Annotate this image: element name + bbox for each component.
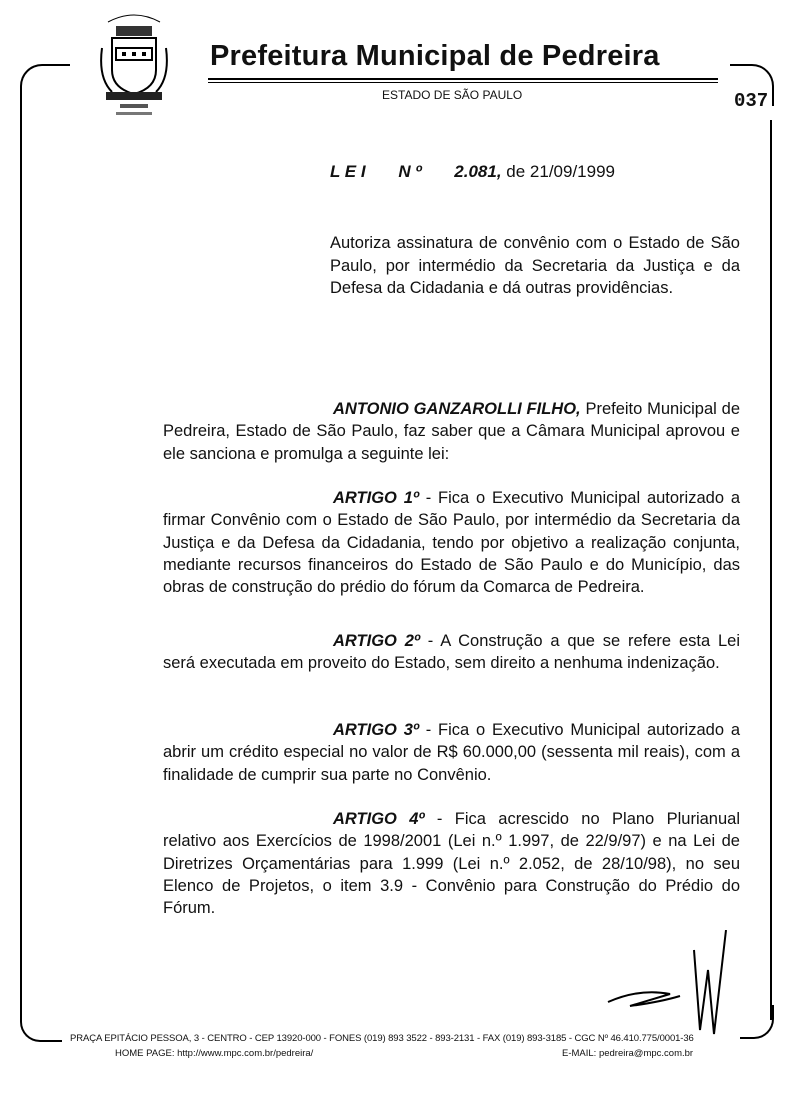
page-border (20, 64, 70, 106)
law-date: de 21/09/1999 (506, 162, 615, 181)
signature-icon (600, 930, 740, 1040)
page-number: 037 (734, 90, 769, 112)
page-border (770, 120, 772, 1020)
page-border (740, 1005, 774, 1039)
paragraph-lead: ARTIGO 3º (333, 721, 419, 739)
paragraph-lead: ARTIGO 4º (333, 810, 425, 828)
preamble-paragraph (163, 398, 740, 465)
paragraph-text: - Fica acrescido no Plano Plurianual relativo aos Exercícios de 1998/2001 (Lei n.º 1.997, de 22/9/97) e na Lei de Diretrizes Orçamentárias para 1.999 (Lei n.º 2.052, de 28/10/98), no seu Elenco de Projetos, o item 3.9 - Convênio para Construção do Prédio do Fórum. (163, 810, 740, 918)
article-3-paragraph (163, 719, 740, 786)
paragraph-text: - Fica o Executivo Municipal autorizado a firmar Convênio com o Estado de São Paulo, por intermédio da Secretaria da Justiça e da Defesa da Cidadania, tendo por objetivo a realização conjunta, mediante recursos financeiros do Estado de São Paulo e do Município, das obras de construção do prédio do fórum da Comarca de Pedreira. (163, 489, 740, 597)
footer-email: E-MAIL: pedreira@mpc.com.br (562, 1048, 694, 1059)
page-border (20, 100, 22, 1020)
page-border (20, 1010, 62, 1042)
article-1-paragraph (163, 487, 740, 598)
page-title: Prefeitura Municipal de Pedreira (210, 40, 660, 72)
law-summary: Autoriza assinatura de convênio com o Estado de São Paulo, por intermédio da Secretaria da Justiça e da Defesa da Cidadania e dá outras providências. (330, 234, 740, 297)
law-heading (330, 162, 615, 182)
article-2-paragraph (163, 630, 740, 675)
paragraph-lead: ARTIGO 1º (333, 489, 419, 507)
law-number-label: N º (398, 162, 422, 181)
state-subtitle: ESTADO DE SÃO PAULO (382, 88, 523, 102)
law-number: 2.081, (454, 162, 502, 181)
paragraph-lead: ANTONIO GANZAROLLI FILHO, (333, 400, 581, 418)
article-4-paragraph (163, 808, 740, 919)
paragraph-text: - Fica o Executivo Municipal autorizado a abrir um crédito especial no valor de R$ 60.000,00 (sessenta mil reais), com a finalidade de cumprir sua parte no Convênio. (163, 721, 740, 784)
law-label: L E I (330, 162, 366, 181)
coat-of-arms-icon (98, 8, 170, 120)
paragraph-text: Prefeito Municipal de Pedreira, Estado de São Paulo, faz saber que a Câmara Municipal aprovou e ele sanciona e promulga a seguinte lei: (163, 400, 740, 463)
footer-address: PRAÇA EPITÁCIO PESSOA, 3 - CENTRO - CEP 13920-000 - FONES (019) 893 3522 - 893-2131 - FAX (019) 893-3185 - CGC Nº 46.410.775/0001-36 (70, 1033, 694, 1044)
footer-homepage: HOME PAGE: http://www.mpc.com.br/pedreira/ (115, 1048, 314, 1059)
title-rule (208, 78, 718, 83)
paragraph-text: - A Construção a que se refere esta Lei será executada em proveito do Estado, sem direito a nenhuma indenização. (163, 632, 740, 673)
paragraph-lead: ARTIGO 2º (333, 632, 420, 650)
